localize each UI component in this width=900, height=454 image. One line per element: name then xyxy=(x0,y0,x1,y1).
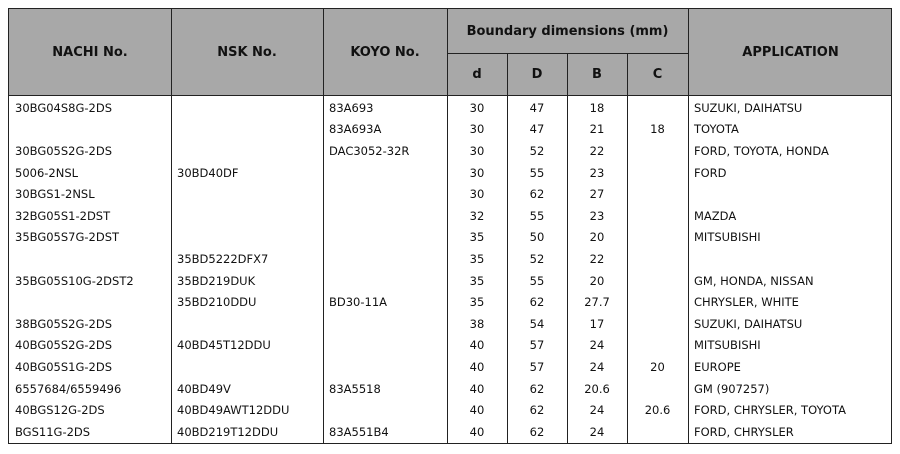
header-application: APPLICATION xyxy=(742,44,839,60)
cell-B: 17 xyxy=(589,316,605,331)
cell-nachi: 6557684/6559496 xyxy=(15,381,122,396)
cell-nachi: 35BG05S10G-2DST2 xyxy=(15,273,134,288)
cell-nachi: 5006-2NSL xyxy=(15,165,79,180)
cell-nachi: 30BG05S2G-2DS xyxy=(15,143,113,158)
header-d-small: d xyxy=(472,66,482,82)
cell-D: 57 xyxy=(529,359,545,374)
cell-nsk: 40BD45T12DDU xyxy=(177,338,271,353)
cell-application: TOYOTA xyxy=(694,122,739,137)
cell-B: 20.6 xyxy=(584,381,610,396)
cell-B: 20 xyxy=(589,273,605,288)
cell-nachi: 30BGS1-2NSL xyxy=(15,187,95,202)
table-row xyxy=(9,183,892,205)
cell-nachi xyxy=(9,119,171,141)
cell-d: 30 xyxy=(469,100,485,115)
cell-koyo: DAC3052-32R xyxy=(329,143,410,158)
cell-nsk xyxy=(171,140,323,162)
cell-D: 62 xyxy=(529,295,545,310)
table-row xyxy=(9,356,892,378)
cell-application: FORD xyxy=(694,165,727,180)
cell-application: CHRYSLER, WHITE xyxy=(694,295,799,310)
cell-nsk xyxy=(171,97,323,119)
cell-B: 23 xyxy=(589,165,605,180)
cell-D: 54 xyxy=(529,316,545,331)
cell-koyo: 83A693A xyxy=(329,122,382,137)
cell-D: 62 xyxy=(529,424,545,439)
cell-koyo xyxy=(323,356,447,378)
cell-koyo: 83A693 xyxy=(329,100,374,115)
table-row xyxy=(9,140,892,162)
cell-koyo: 83A5518 xyxy=(329,381,381,396)
cell-B: 21 xyxy=(589,122,605,137)
cell-d: 35 xyxy=(469,295,485,310)
header-nsk: NSK No. xyxy=(217,44,277,60)
cell-nachi xyxy=(9,248,171,270)
cell-nachi: 30BG04S8G-2DS xyxy=(15,100,113,115)
table-row xyxy=(9,162,892,184)
cell-application: EUROPE xyxy=(694,359,741,374)
table-row xyxy=(9,248,892,270)
cell-B: 22 xyxy=(589,143,605,158)
cell-D: 47 xyxy=(529,100,545,115)
cell-d: 40 xyxy=(469,381,485,396)
cell-d: 30 xyxy=(469,187,485,202)
cell-nsk xyxy=(171,313,323,335)
cell-nachi: 38BG05S2G-2DS xyxy=(15,316,113,331)
table-row xyxy=(9,227,892,249)
cell-d: 40 xyxy=(469,403,485,418)
cell-C xyxy=(627,183,688,205)
cell-C xyxy=(627,97,688,119)
cell-C xyxy=(627,313,688,335)
cell-nachi: 40BG05S1G-2DS xyxy=(15,359,113,374)
cell-d: 40 xyxy=(469,424,485,439)
cell-application: SUZUKI, DAIHATSU xyxy=(694,316,803,331)
header-D-large: D xyxy=(531,66,543,82)
table-row xyxy=(9,313,892,335)
cell-application: MAZDA xyxy=(694,208,737,223)
cell-d: 32 xyxy=(469,208,485,223)
header-koyo: KOYO No. xyxy=(350,44,420,60)
cell-nachi: 32BG05S1-2DST xyxy=(15,208,111,223)
header-B: B xyxy=(592,66,602,82)
table-row xyxy=(9,399,892,421)
cell-C: 18 xyxy=(650,122,665,137)
cell-D: 62 xyxy=(529,187,545,202)
cell-d: 40 xyxy=(469,359,485,374)
cell-D: 57 xyxy=(529,338,545,353)
cell-B: 24 xyxy=(589,424,605,439)
cell-D: 52 xyxy=(529,251,545,266)
cell-nachi: 40BG05S2G-2DS xyxy=(15,338,113,353)
cell-nachi: 35BG05S7G-2DST xyxy=(15,230,120,245)
table-row xyxy=(9,421,892,443)
header-divider xyxy=(447,53,688,54)
cell-d: 30 xyxy=(469,143,485,158)
cell-koyo xyxy=(323,205,447,227)
cell-nsk: 30BD40DF xyxy=(177,165,239,180)
header-bottom-rule xyxy=(9,95,892,96)
cell-nachi: 40BGS12G-2DS xyxy=(15,403,105,418)
table-row xyxy=(9,205,892,227)
cell-nachi xyxy=(9,291,171,313)
header-boundary-dimensions: Boundary dimensions (mm) xyxy=(466,23,669,39)
cell-nsk xyxy=(171,119,323,141)
cell-koyo xyxy=(323,248,447,270)
cell-nsk xyxy=(171,183,323,205)
cell-B: 24 xyxy=(589,403,605,418)
table-row xyxy=(9,97,892,119)
cell-D: 55 xyxy=(529,165,545,180)
cell-koyo xyxy=(323,227,447,249)
table-row xyxy=(9,335,892,357)
cell-D: 50 xyxy=(529,230,545,245)
cell-C xyxy=(627,335,688,357)
cell-koyo xyxy=(323,270,447,292)
cell-nsk xyxy=(171,227,323,249)
cell-application: GM (907257) xyxy=(694,381,770,396)
cell-B: 24 xyxy=(589,359,605,374)
cell-application: FORD, TOYOTA, HONDA xyxy=(694,143,829,158)
cell-nsk: 35BD5222DFX7 xyxy=(177,251,269,266)
cell-application: GM, HONDA, NISSAN xyxy=(694,273,814,288)
cell-B: 18 xyxy=(589,100,605,115)
cell-B: 27.7 xyxy=(584,295,610,310)
cell-C xyxy=(627,205,688,227)
table-row xyxy=(9,378,892,400)
cell-d: 35 xyxy=(469,230,485,245)
cell-nsk: 35BD219DUK xyxy=(177,273,256,288)
cell-d: 30 xyxy=(469,165,485,180)
cell-koyo: 83A551B4 xyxy=(329,424,389,439)
cell-C xyxy=(627,378,688,400)
bearing-table xyxy=(8,8,892,444)
cell-D: 62 xyxy=(529,403,545,418)
cell-nsk xyxy=(171,205,323,227)
cell-nachi: BGS11G-2DS xyxy=(15,424,91,439)
cell-d: 30 xyxy=(469,122,485,137)
cell-application xyxy=(688,248,892,270)
cell-application: MITSUBISHI xyxy=(694,338,761,353)
cell-B: 20 xyxy=(589,230,605,245)
cell-nsk: 35BD210DDU xyxy=(177,295,257,310)
cell-koyo xyxy=(323,313,447,335)
cell-C xyxy=(627,270,688,292)
cell-C xyxy=(627,248,688,270)
cell-D: 62 xyxy=(529,381,545,396)
cell-nsk xyxy=(171,356,323,378)
cell-D: 52 xyxy=(529,143,545,158)
cell-B: 27 xyxy=(589,187,605,202)
cell-nsk: 40BD49V xyxy=(177,381,231,396)
cell-application xyxy=(688,183,892,205)
cell-application: FORD, CHRYSLER, TOYOTA xyxy=(694,403,846,418)
cell-application: SUZUKI, DAIHATSU xyxy=(694,100,803,115)
cell-koyo: BD30-11A xyxy=(329,295,388,310)
cell-d: 35 xyxy=(469,251,485,266)
header-C: C xyxy=(652,66,663,82)
cell-koyo xyxy=(323,162,447,184)
cell-C: 20.6 xyxy=(644,403,671,418)
cell-koyo xyxy=(323,399,447,421)
cell-d: 35 xyxy=(469,273,485,288)
cell-B: 23 xyxy=(589,208,605,223)
cell-C xyxy=(627,140,688,162)
cell-application: MITSUBISHI xyxy=(694,230,761,245)
cell-B: 22 xyxy=(589,251,605,266)
cell-d: 38 xyxy=(469,316,485,331)
table-row xyxy=(9,119,892,141)
cell-D: 55 xyxy=(529,273,545,288)
cell-nsk: 40BD219T12DDU xyxy=(177,424,279,439)
cell-d: 40 xyxy=(469,338,485,353)
header-nachi: NACHI No. xyxy=(52,44,128,60)
cell-D: 55 xyxy=(529,208,545,223)
cell-C xyxy=(627,291,688,313)
cell-koyo xyxy=(323,335,447,357)
cell-koyo xyxy=(323,183,447,205)
table-row xyxy=(9,270,892,292)
cell-C xyxy=(627,421,688,443)
table-row xyxy=(9,291,892,313)
cell-application: FORD, CHRYSLER xyxy=(694,424,794,439)
cell-C: 20 xyxy=(650,359,665,374)
cell-C xyxy=(627,162,688,184)
cell-B: 24 xyxy=(589,338,605,353)
cell-nsk: 40BD49AWT12DDU xyxy=(177,403,290,418)
cell-C xyxy=(627,227,688,249)
cell-D: 47 xyxy=(529,122,545,137)
